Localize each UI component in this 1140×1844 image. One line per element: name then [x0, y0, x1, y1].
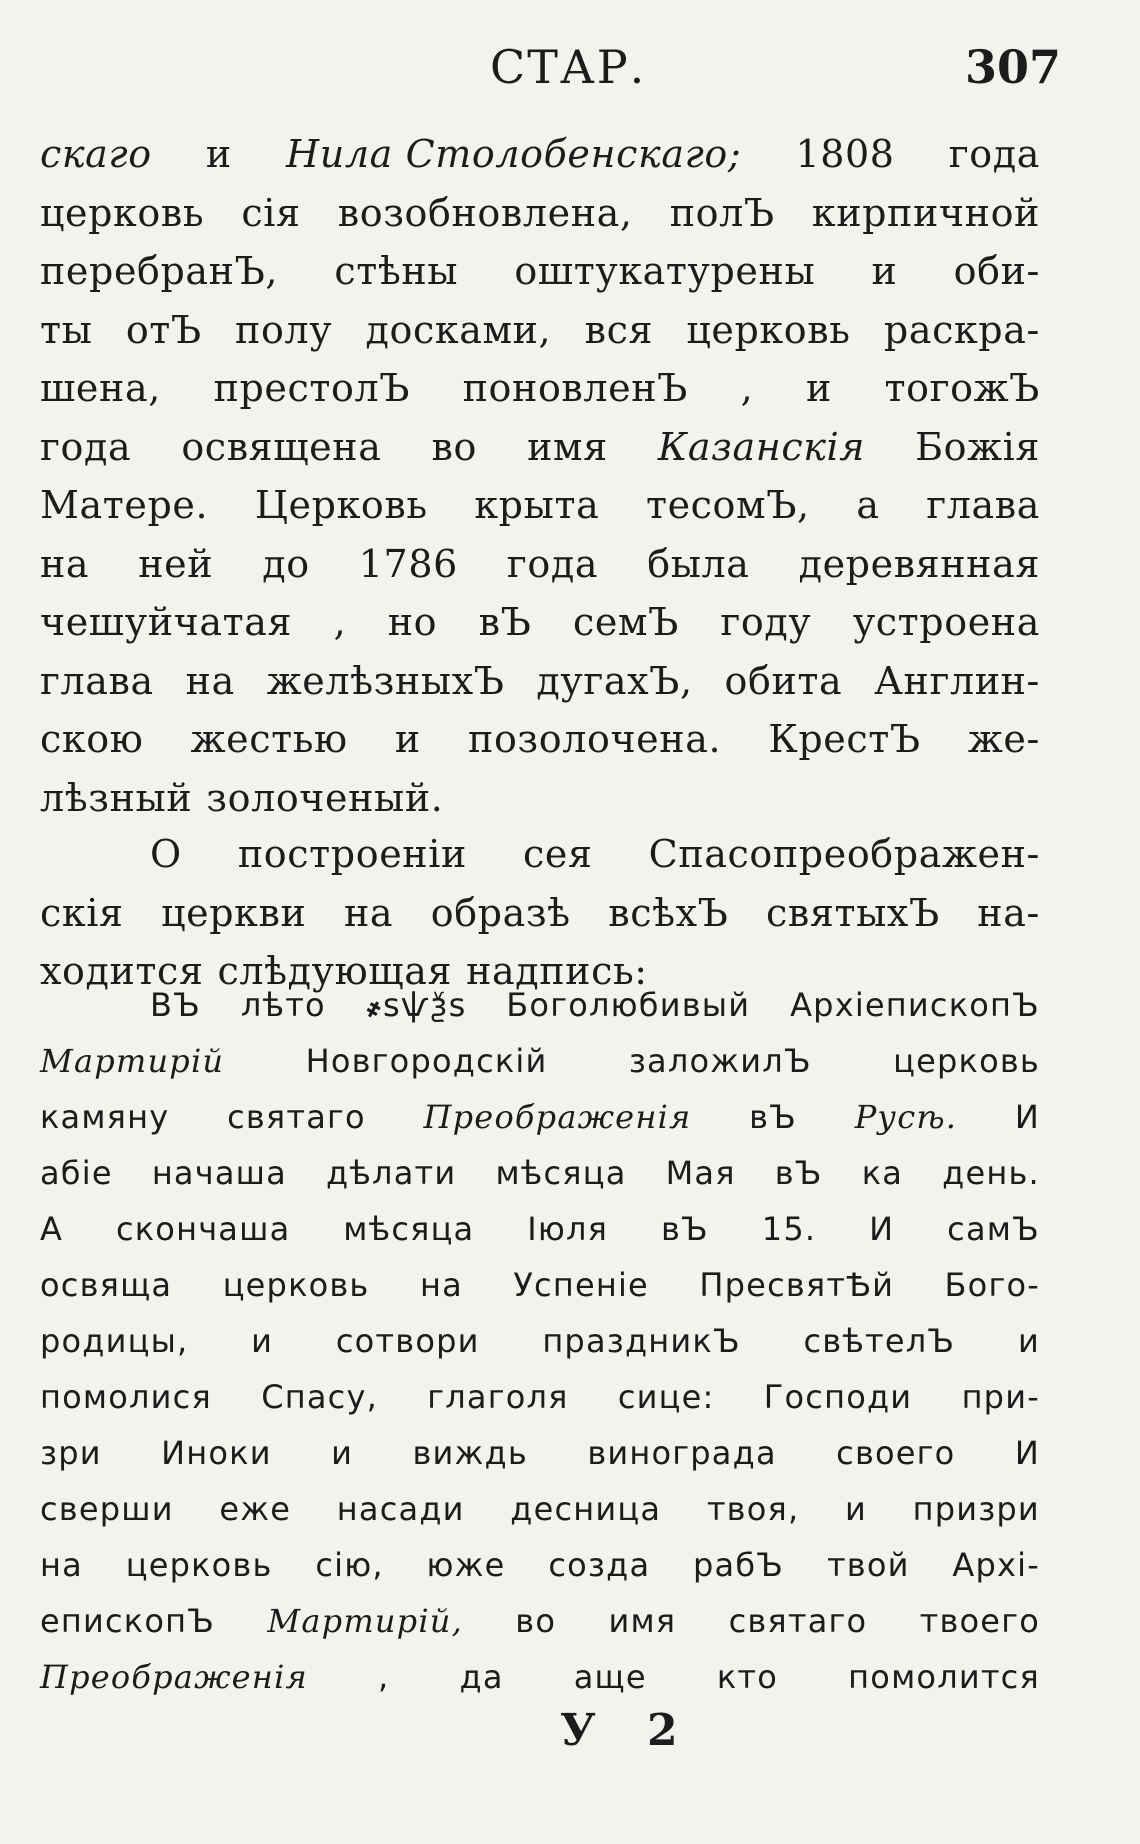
word: поновленЪ — [462, 366, 688, 410]
word: на — [343, 890, 394, 935]
word: Церковь — [254, 483, 428, 527]
word: полЪ — [669, 190, 775, 235]
word: еже — [219, 1490, 292, 1528]
word: перебранЪ, — [40, 249, 279, 293]
word: святыхЪ — [766, 890, 940, 935]
word: Англин- — [874, 658, 1040, 703]
word: твой — [826, 1546, 910, 1584]
word: А — [40, 1210, 64, 1248]
word: церковь — [125, 1546, 273, 1584]
word: Мая — [665, 1154, 736, 1192]
word: году — [720, 600, 812, 644]
word: Архі- — [952, 1546, 1040, 1584]
word: освяща — [40, 1266, 173, 1304]
word: аще — [573, 1658, 647, 1696]
word: имя — [527, 424, 608, 469]
word: Спасопреображен- — [648, 832, 1040, 876]
word: кирпичной — [811, 190, 1040, 235]
text-line — [40, 542, 1040, 601]
word: скончаша — [115, 1210, 291, 1248]
word: жестью — [190, 717, 348, 761]
word: камяну — [40, 1098, 170, 1136]
word: свѣтелЪ — [803, 1322, 956, 1360]
word: Господи — [763, 1378, 913, 1416]
word: деревянная — [798, 541, 1040, 586]
text-line — [40, 776, 1040, 835]
text-line — [40, 1098, 1040, 1154]
word: святаго — [227, 1098, 366, 1136]
word: И — [1014, 1098, 1040, 1136]
word: возобновлена, — [337, 190, 633, 235]
word: церковь — [686, 307, 851, 352]
word: 15. — [761, 1210, 817, 1248]
word: , — [740, 366, 754, 410]
word: начаша — [151, 1154, 287, 1192]
word: , — [333, 600, 347, 644]
word: кто — [716, 1658, 779, 1696]
text-line — [40, 191, 1040, 250]
word: Нила Столобенскаго; — [286, 132, 742, 176]
word: Бого- — [944, 1266, 1040, 1304]
text-line — [40, 1042, 1040, 1098]
word: до — [262, 541, 310, 586]
word: церковь — [40, 190, 205, 235]
text-line — [40, 1602, 1040, 1658]
word: слѣдующая — [217, 949, 453, 993]
word: мѣсяца — [343, 1210, 475, 1248]
word: оби- — [953, 249, 1040, 293]
word: сія — [241, 190, 301, 235]
word: Успеніе — [513, 1266, 649, 1304]
word: стѣны — [334, 249, 459, 293]
word: желѣзныхЪ — [266, 658, 505, 703]
word: Казанскія — [657, 424, 866, 469]
text-line — [40, 986, 1040, 1042]
word: образѣ — [430, 890, 571, 935]
text-line — [40, 600, 1040, 659]
word: помолится — [848, 1658, 1040, 1696]
word: глава — [40, 658, 154, 703]
word: вЪ — [478, 600, 532, 644]
word: , — [378, 1658, 390, 1696]
text-line — [40, 1490, 1040, 1546]
word: дѣлати — [326, 1154, 457, 1192]
word: Іюля — [527, 1210, 609, 1248]
word: глаголя — [427, 1378, 569, 1416]
word: рабЪ — [693, 1546, 785, 1584]
word: всѣхЪ — [608, 890, 729, 935]
word: и — [331, 1434, 354, 1472]
text-line — [40, 483, 1040, 542]
word: сице: — [617, 1378, 715, 1416]
word: 1808 — [795, 132, 895, 176]
word: дугахЪ, — [536, 658, 693, 703]
word: твоя, — [706, 1490, 800, 1528]
text-line — [40, 659, 1040, 718]
word: АрхіепископЪ — [790, 986, 1040, 1024]
word: устроена — [852, 600, 1040, 644]
word: и — [205, 132, 232, 176]
text-line — [40, 425, 1040, 484]
word: заложилЪ — [628, 1042, 812, 1080]
word: а — [856, 483, 880, 527]
word: чешуйчатая — [40, 600, 293, 644]
word: винограда — [587, 1434, 777, 1472]
word: церковь — [893, 1042, 1040, 1080]
word: зри — [40, 1434, 102, 1472]
word: года — [948, 132, 1040, 176]
word: Боголюбивый — [506, 986, 751, 1024]
word: на — [40, 1546, 83, 1584]
word: абіе — [40, 1154, 113, 1192]
word: скаго — [40, 132, 152, 176]
word: шена, — [40, 366, 161, 410]
word: вЪ — [774, 1154, 823, 1192]
word: и — [805, 366, 832, 410]
word: Спасу, — [261, 1378, 378, 1416]
word: сея — [523, 832, 593, 876]
word: и — [251, 1322, 274, 1360]
word: Преображенія — [40, 1658, 308, 1696]
word: церкви — [161, 890, 307, 935]
signature-mark: У 2 — [560, 1705, 696, 1756]
word: Новгородскій — [305, 1042, 548, 1080]
word: Матере. — [40, 483, 209, 527]
word: десница — [510, 1490, 662, 1528]
word: ка — [861, 1154, 904, 1192]
word: лѣзный — [40, 775, 193, 820]
word: созда — [548, 1546, 651, 1584]
word: года — [40, 424, 132, 469]
page-number: 307 — [965, 40, 1062, 94]
text-line — [40, 1210, 1040, 1266]
word: оштукатурены — [514, 249, 816, 293]
word: позолочена. — [468, 717, 722, 761]
word: освящена — [181, 424, 382, 469]
word: семЪ — [572, 600, 679, 644]
word: Мартирій — [40, 1042, 225, 1080]
text-line — [40, 1378, 1040, 1434]
word: ты — [40, 307, 93, 352]
word: и — [394, 717, 421, 761]
word: Божія — [915, 424, 1040, 469]
word: епископЪ — [40, 1602, 216, 1640]
word: надпись: — [466, 949, 648, 993]
word: призри — [912, 1490, 1040, 1528]
word: помолися — [40, 1378, 212, 1416]
word: ВЪ — [150, 986, 201, 1024]
word: на — [185, 658, 235, 703]
word: золоченый. — [206, 775, 444, 820]
word: святаго — [728, 1602, 868, 1640]
word: и — [871, 249, 898, 293]
word: обита — [724, 658, 843, 703]
word: церковь — [222, 1266, 370, 1304]
word: своего — [836, 1434, 956, 1472]
word: юже — [426, 1546, 506, 1584]
word: ҂ѕѱѯѕ — [365, 986, 467, 1024]
word: сотвори — [335, 1322, 480, 1360]
word: во — [431, 424, 478, 469]
word: престолЪ — [213, 366, 410, 410]
word: досками, — [365, 307, 552, 352]
word: вЪ — [661, 1210, 709, 1248]
word: Русѣ. — [854, 1098, 958, 1136]
word: при- — [961, 1378, 1040, 1416]
word: да — [459, 1658, 504, 1696]
word: на — [40, 541, 90, 586]
word: О — [150, 832, 182, 876]
word: скія — [40, 890, 124, 935]
word: ходится — [40, 949, 204, 993]
word: вЪ — [749, 1098, 798, 1136]
text-line — [40, 1266, 1040, 1322]
word: день. — [942, 1154, 1040, 1192]
word: на — [419, 1266, 463, 1304]
word: самЪ — [947, 1210, 1040, 1248]
text-line — [40, 717, 1040, 776]
word: раскра- — [883, 307, 1040, 352]
text-line — [40, 1658, 1040, 1714]
text-line — [40, 308, 1040, 367]
word: отЪ — [125, 307, 202, 352]
word: КрестЪ — [768, 717, 921, 761]
word: И — [869, 1210, 895, 1248]
word: твоего — [919, 1602, 1040, 1640]
word: родицы, — [40, 1322, 189, 1360]
word: и — [844, 1490, 867, 1528]
word: но — [387, 600, 438, 644]
running-head: СТАР. — [490, 40, 647, 94]
word: глава — [926, 483, 1040, 527]
text-line — [40, 1154, 1040, 1210]
word: Иноки — [161, 1434, 272, 1472]
text-line — [40, 366, 1040, 425]
word: крыта — [474, 483, 600, 527]
word: сверши — [40, 1490, 174, 1528]
word: тогожЪ — [884, 366, 1040, 410]
word: полу — [235, 307, 333, 352]
word: сію, — [315, 1546, 384, 1584]
text-line — [40, 1322, 1040, 1378]
word: И — [1014, 1434, 1040, 1472]
word: скою — [40, 717, 144, 761]
inscription-block — [40, 986, 1040, 1714]
word: года — [506, 541, 599, 586]
word: 1786 — [358, 541, 458, 586]
paragraph-1 — [40, 132, 1040, 834]
text-line — [40, 832, 1040, 891]
word: ней — [138, 541, 214, 586]
text-line — [40, 132, 1040, 191]
word: ПресвятѢй — [699, 1266, 895, 1304]
word: имя — [608, 1602, 677, 1640]
word: во — [515, 1602, 557, 1640]
word: праздникЪ — [542, 1322, 741, 1360]
word: виждь — [412, 1434, 528, 1472]
word: мѣсяца — [495, 1154, 627, 1192]
word: Мартирій, — [267, 1602, 463, 1640]
text-line — [40, 1546, 1040, 1602]
word: Преображенія — [423, 1098, 692, 1136]
word: и — [1017, 1322, 1040, 1360]
text-line — [40, 1434, 1040, 1490]
paragraph-2 — [40, 832, 1040, 1008]
word: лѣто — [240, 986, 326, 1024]
word: насади — [336, 1490, 465, 1528]
word: на- — [977, 890, 1040, 935]
word: тесомЪ, — [645, 483, 810, 527]
word: была — [647, 541, 750, 586]
word: вся — [584, 307, 654, 352]
word: построеніи — [237, 832, 467, 876]
text-line — [40, 249, 1040, 308]
word: же- — [967, 717, 1040, 761]
text-line — [40, 891, 1040, 950]
